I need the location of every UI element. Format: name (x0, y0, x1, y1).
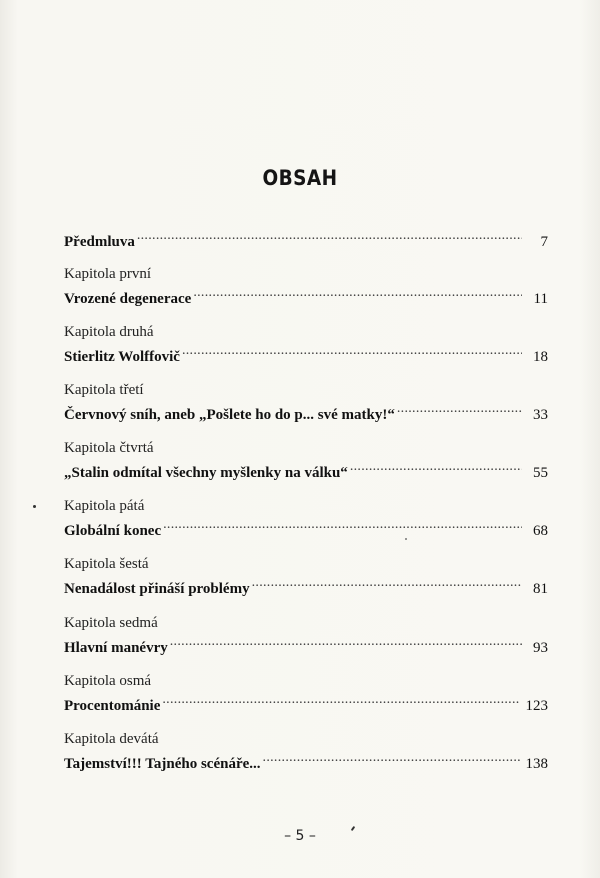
toc-entry-chapter-4 (64, 439, 548, 481)
chapter-label: Kapitola osmá (64, 673, 152, 689)
dot-leader (170, 632, 522, 652)
toc-row (64, 226, 548, 250)
page-number-footer: – 5 – (284, 828, 316, 844)
dot-leader (137, 226, 522, 246)
toc-page-number: 138 (525, 756, 548, 772)
toc-page-number: 68 (533, 523, 548, 539)
dot-leader (252, 573, 522, 593)
toc-row (64, 748, 548, 772)
dot-leader (193, 283, 522, 303)
toc-title: Nenadálost přináší problémy (64, 581, 250, 597)
toc-page-number: 123 (525, 698, 548, 714)
chapter-label: Kapitola třetí (64, 382, 144, 398)
chapter-label: Kapitola druhá (64, 324, 154, 340)
chapter-label: Kapitola čtvrtá (64, 440, 154, 456)
toc-row (64, 515, 548, 539)
dot-leader (163, 515, 522, 535)
toc-entry-chapter-9 (64, 730, 548, 772)
dot-leader (182, 341, 522, 361)
toc-title: Předmluva (64, 234, 135, 250)
chapter-label: Kapitola pátá (64, 498, 145, 514)
toc-row (64, 573, 548, 597)
dot-leader (350, 457, 522, 477)
toc-title: Červnový sníh, aneb „Pošlete ho do p... své matky!“ (64, 407, 395, 423)
toc-page-number: 55 (533, 465, 548, 481)
page-heading: OBSAH (262, 166, 338, 190)
toc-row (64, 690, 548, 714)
toc-title: Stierlitz Wolffovič (64, 349, 180, 365)
paper-speck (405, 538, 407, 540)
toc-row (64, 632, 548, 656)
toc-title: Hlavní manévry (64, 640, 168, 656)
toc-entry-chapter-7 (64, 614, 548, 656)
toc-page-number: 33 (533, 407, 548, 423)
chapter-label: Kapitola devátá (64, 731, 159, 747)
toc-title: Procentománie (64, 698, 161, 714)
toc-row (64, 283, 548, 307)
toc-row (64, 341, 548, 365)
toc-title: „Stalin odmítal všechny myšlenky na válku“ (64, 465, 348, 481)
dot-leader (397, 399, 522, 419)
toc-page-number: 18 (533, 349, 548, 365)
dot-leader (162, 690, 519, 710)
toc-entry-chapter-1 (64, 265, 548, 307)
toc-entry-chapter-8 (64, 672, 548, 714)
toc-page-number: 11 (533, 291, 548, 307)
paper-speck (33, 505, 36, 508)
toc-title: Globální konec (64, 523, 162, 539)
toc-entry-chapter-2 (64, 323, 548, 365)
toc-row (64, 457, 548, 481)
toc-entry-chapter-3 (64, 381, 548, 423)
toc-title: Vrozené degenerace (64, 291, 192, 307)
chapter-label: Kapitola první (64, 266, 152, 282)
toc-page-number: 7 (540, 234, 548, 250)
toc-entry-preface (64, 226, 548, 250)
chapter-label: Kapitola šestá (64, 556, 149, 572)
toc-entry-chapter-6 (64, 555, 548, 597)
toc-row (64, 399, 548, 423)
toc-title: Tajemství!!! Tajného scénáře... (64, 756, 261, 772)
toc-entry-chapter-5 (64, 497, 548, 539)
toc-page-number: 93 (533, 640, 548, 656)
chapter-label: Kapitola sedmá (64, 615, 158, 631)
toc-page-number: 81 (533, 581, 548, 597)
dot-leader (263, 748, 520, 768)
